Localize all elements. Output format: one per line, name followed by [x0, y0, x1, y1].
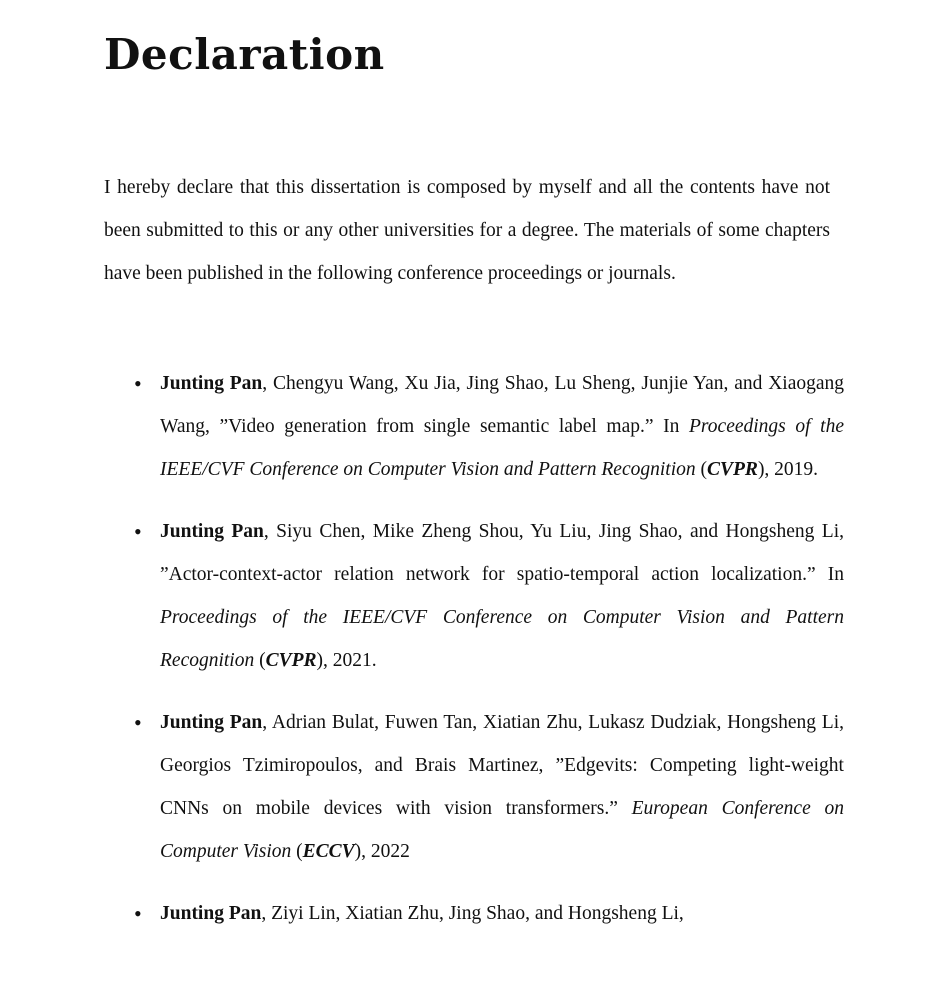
- venue-open: (: [291, 841, 303, 862]
- coauthors: , Siyu Chen, Mike Zheng Shou, Yu Liu, Jing Shao, and Hongsheng Li,: [263, 521, 844, 542]
- publication-year: ), 2021.: [316, 650, 377, 671]
- publication-list: [104, 362, 844, 954]
- publication-item: [104, 701, 844, 873]
- lead-author: Junting Pan: [160, 903, 262, 924]
- venue-abbreviation: ECCV: [302, 841, 355, 862]
- paper-title: ”Edgevits: Competing light-weight CNNs on mobile devices with vision transformers.”: [160, 755, 844, 819]
- venue-open: (: [695, 459, 707, 480]
- lead-author: Junting Pan: [160, 521, 264, 542]
- paper-title: ”Video generation from single semantic label map.” In: [219, 416, 690, 437]
- publication-item: [104, 510, 844, 682]
- venue-name: European Conference on Computer Vision: [160, 798, 845, 862]
- venue-abbreviation: CVPR: [707, 459, 758, 480]
- declaration-paragraph: I hereby declare that this dissertation is composed by myself and all the contents have not been submitted to this or any other universities for a degree. The materials of some chapters have been published in the following conference proceedings or journals.: [104, 177, 830, 284]
- coauthors: , Chengyu Wang, Xu Jia, Jing Shao, Lu Sheng, Junjie Yan, and Xiaogang Wang,: [160, 373, 845, 437]
- venue-name: Proceedings of the IEEE/CVF Conference on Computer Vision and Pattern Recognition: [160, 607, 844, 671]
- venue-abbreviation: CVPR: [265, 650, 317, 671]
- lead-author: Junting Pan: [160, 712, 263, 733]
- publication-year: ), 2019.: [757, 459, 819, 480]
- coauthors: , Adrian Bulat, Fuwen Tan, Xiatian Zhu, Lukasz Dudziak, Hongsheng Li, Georgios Tzimiropoulos, and Brais Martinez,: [160, 712, 845, 776]
- coauthors: , Ziyi Lin, Xiatian Zhu, Jing Shao, and Hongsheng Li,: [261, 903, 684, 924]
- lead-author: Junting Pan: [160, 373, 263, 394]
- page-title: Declaration: [104, 30, 385, 79]
- venue-open: (: [254, 650, 266, 671]
- publication-item: [104, 362, 844, 491]
- venue-name: Proceedings of the IEEE/CVF Conference on Computer Vision and Pattern Recognition: [160, 416, 845, 480]
- publication-year: ), 2022: [354, 841, 410, 862]
- publication-item: [104, 892, 844, 935]
- paper-title: ”Actor-context-actor relation network for spatio-temporal action localization.” In: [160, 564, 844, 585]
